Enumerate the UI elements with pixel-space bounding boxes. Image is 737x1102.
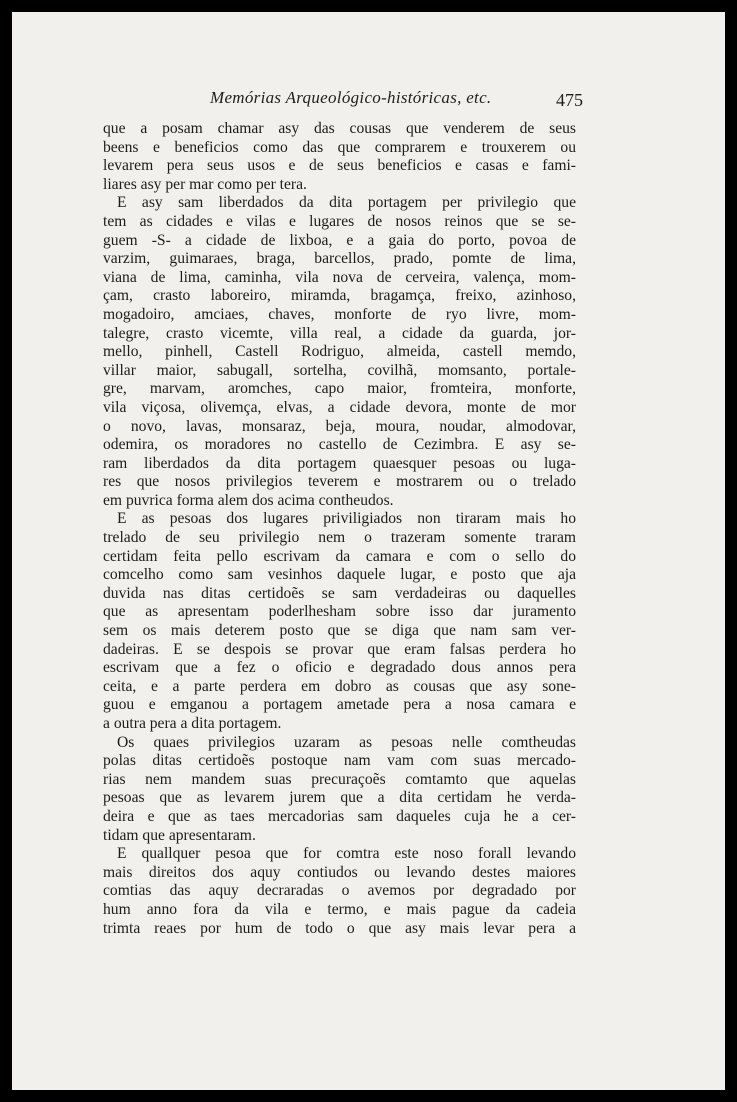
text-line: trelado de seu privilegio nem o trazeram somente traram [103,529,576,547]
text-line: çam, crasto laboreiro, miramda, bragamça, freixo, azinhoso, [103,287,576,305]
text-line: guou e emganou a portagem ametade pera a nosa camara e [103,696,576,714]
text-line: varzim, guimaraes, braga, barcellos, prado, pomte de lima, [103,250,576,268]
text-line: que a posam chamar asy das cousas que venderem de seus [103,120,576,137]
text-line: ceita, e a parte perdera em dobro as cousas que asy sone- [103,677,576,695]
text-line: guem -S- a cidade de lixboa, e a gaia do porto, povoa de [103,231,576,249]
text-line: deira e que as taes mercadorias sam daqueles cuja he a cer- [103,807,576,825]
body-text [103,120,576,938]
paragraph [103,845,576,938]
text-line: Os quaes privilegios uzaram as pesoas nelle comtheudas [117,733,576,751]
text-line: comtias das aquy decraradas o avemos por degradado por [103,882,576,900]
text-line: a outra pera a dita portagem. [103,715,282,732]
paragraph [103,510,576,733]
text-line: duvida nas ditas certidoẽs se sam verdadeiras ou daquelles [103,584,576,602]
text-line: polas ditas certidoẽs postoque nam vam com suas mercado- [103,752,576,770]
text-line: villar maior, sabugall, sortelha, covilhã, momsanto, portale- [103,361,576,379]
text-line: E quallquer pesoa que for comtra este noso forall levando [117,845,576,863]
text-line: que as apresentam poderlhesham sobre isso dar juramento [103,603,576,621]
text-line: escrivam que a fez o oficio e degradado dous annos pera [103,659,576,677]
text-line: gre, marvam, aromches, capo maior, fromteira, monforte, [103,380,576,398]
paragraph [103,194,576,510]
text-line: dadeiras. E se despois se provar que eram falsas perdera ho [103,640,576,658]
text-line: beens e beneficios como das que comprarem e trouxerem ou [103,138,576,156]
text-line: E asy sam liberdados da dita portagem per privilegio que [117,194,576,212]
text-line: levarem pera seus usos e de seus beneficios e casas e fami- [103,157,576,175]
text-line: res que nosos privilegios teverem e mostrarem ou o trelado [103,473,576,491]
text-line: viana de lima, caminha, vila nova de cerveira, valença, mom- [103,268,576,286]
text-line: em puvrica forma alem dos acima contheudos. [103,491,394,509]
text-line: E as pesoas dos lugares priviligiados non tiraram mais ho [117,510,576,528]
text-line: liares asy per mar como per tera. [103,175,307,193]
text-line: tem as cidades e vilas e lugares de nosos reinos que se se- [103,212,576,230]
text-line: trimta reaes por hum de todo o que asy mais levar pera a [103,919,576,937]
text-line: odemira, os moradores no castello de Cezimbra. E asy se- [103,436,576,454]
text-line: talegre, crasto vicemte, villa real, a cidade da guarda, jor- [103,324,576,342]
text-line: o novo, lavas, monsaraz, beja, moura, noudar, almodovar, [103,417,576,435]
text-line: mello, pinhell, Castell Rodriguo, almeida, castell memdo, [103,343,576,361]
text-line: hum anno fora da vila e termo, e mais pague da cadeia [103,900,576,918]
paragraph [103,734,576,846]
paragraph [103,120,576,194]
text-line: certidam feita pello escrivam da camara e com o sello do [103,547,576,565]
text-line: comcelho como sam vesinhos daquele lugar, e posto que aja [103,566,576,584]
text-line: mogadoiro, amciaes, chaves, monforte de ryo livre, mom- [103,305,576,323]
text-line: sem os mais deterem posto que se diga que nam sam ver- [103,622,576,640]
text-line: pesoas que as levarem jurem que a dita certidam he verda- [103,789,576,807]
text-line: rias nem mandem suas precuraçoẽs comtamto que aquelas [103,770,576,788]
text-line: ram liberdados da dita portagem quaesquer pesoas ou luga- [103,454,576,472]
text-line: tidam que apresentaram. [103,826,256,844]
text-line: mais direitos dos aquy contiudos ou levando destes maiores [103,863,576,881]
page-number: 475 [556,90,583,110]
running-head: Memórias Arqueológico-históricas, etc. [210,88,492,107]
text-line: vila viçosa, olivemça, elvas, a cidade devora, monte de mor [103,398,576,416]
page-header [120,84,585,116]
